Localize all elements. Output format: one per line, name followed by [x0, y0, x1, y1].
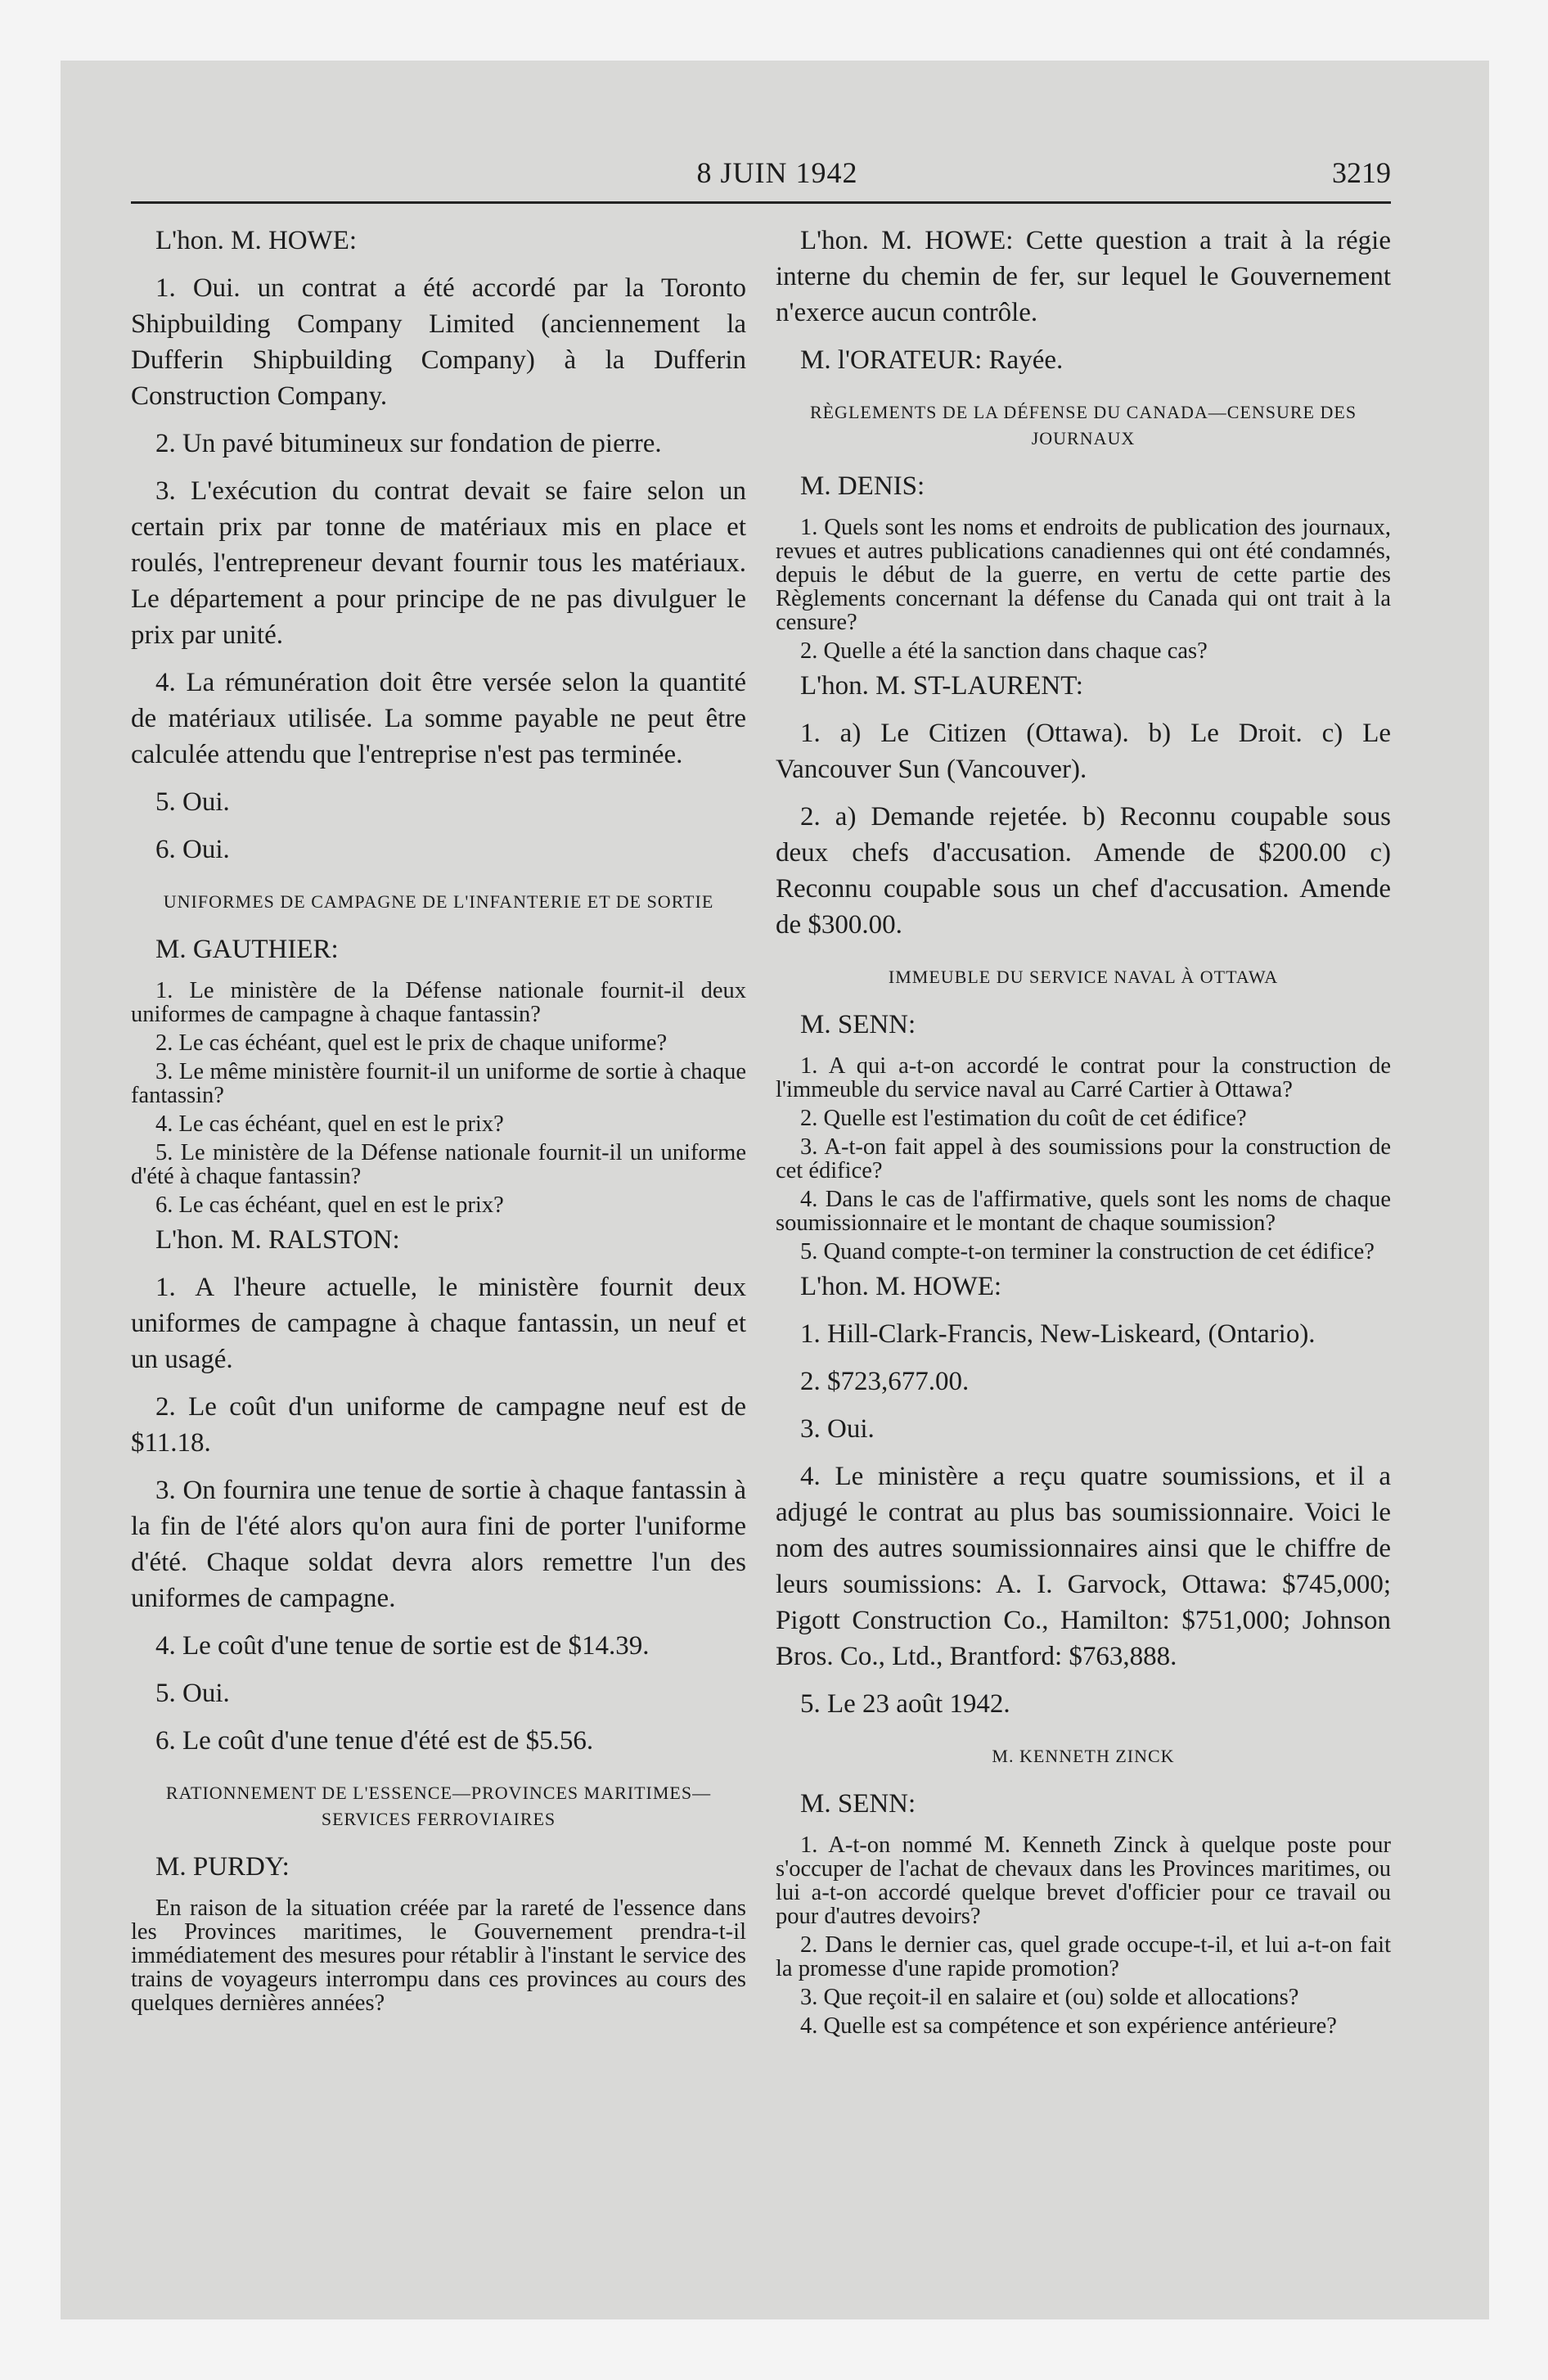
speaker-name: L'hon. M. RALSTON:: [155, 1225, 400, 1255]
section-heading: M. KENNETH ZINCK: [992, 1746, 1175, 1766]
answer-paragraph: 4. Le coût d'une tenue de sortie est de $14.39.: [155, 1631, 650, 1661]
answer-paragraph: 6. Oui.: [155, 835, 230, 864]
question-paragraph: 1. A qui a-t-on accordé le contrat pour la construction de l'immeuble du service naval au Carré Cartier à Ottawa?: [776, 1053, 1391, 1102]
speaker-name: M. PURDY:: [155, 1852, 290, 1882]
answer-paragraph: 5. Oui.: [155, 787, 230, 817]
answer-paragraph: 1. Hill-Clark-Francis, New-Liskeard, (Ontario).: [800, 1319, 1316, 1349]
section-heading: RATIONNEMENT DE L'ESSENCE—PROVINCES MARITIMES—SERVICES FERROVIAIRES: [165, 1783, 712, 1829]
answer-paragraph: M. l'ORATEUR: Rayée.: [800, 345, 1064, 375]
speaker-name: L'hon. M. HOWE:: [155, 226, 358, 255]
section-heading: UNIFORMES DE CAMPAGNE DE L'INFANTERIE ET DE SORTIE: [163, 891, 714, 912]
page-number: 3219: [1332, 156, 1391, 189]
answer-paragraph: 3. Oui.: [800, 1414, 875, 1444]
question-paragraph: 4. Dans le cas de l'affirmative, quels sont les noms de chaque soumissionnaire et le montant de chaque soumission?: [776, 1187, 1391, 1236]
question-paragraph: 4. Le cas échéant, quel en est le prix?: [155, 1111, 504, 1137]
speaker-name: M. SENN:: [800, 1010, 916, 1039]
header-rule: [131, 201, 1391, 204]
speaker-name: M. GAUTHIER:: [155, 935, 339, 964]
question-paragraph: 5. Le ministère de la Défense nationale fournit-il un uniforme d'été à chaque fantassin?: [131, 1140, 746, 1189]
header-date: 8 JUIN 1942: [696, 156, 858, 189]
question-paragraph: 1. Quels sont les noms et endroits de publication des journaux, revues et autres publications canadiennes qui ont été condamnés, depuis le début de la guerre, en vertu de cette partie des Règlements concernant la défense du Canada qui ont trait à la censure?: [776, 515, 1391, 635]
speaker-name: M. SENN:: [800, 1789, 916, 1819]
question-paragraph: 2. Le cas échéant, quel est le prix de chaque uniforme?: [155, 1030, 668, 1056]
answer-paragraph: 1. Oui. un contrat a été accordé par la Toronto Shipbuilding Company Limited (anciennement la Dufferin Shipbuilding Company) à la Dufferin Construction Company.: [131, 273, 746, 411]
right-column: [776, 223, 1391, 2043]
answer-paragraph: 6. Le coût d'une tenue d'été est de $5.56.: [155, 1726, 594, 1756]
section-heading: IMMEUBLE DU SERVICE NAVAL À OTTAWA: [888, 967, 1279, 987]
question-paragraph: 2. Quelle est l'estimation du coût de cet édifice?: [800, 1106, 1247, 1131]
answer-paragraph: 5. Le 23 août 1942.: [800, 1689, 1010, 1719]
speaker-name: L'hon. M. HOWE:: [800, 1272, 1002, 1301]
question-paragraph: 1. Le ministère de la Défense nationale fournit-il deux uniformes de campagne à chaque fantassin?: [131, 978, 746, 1027]
answer-paragraph: 4. Le ministère a reçu quatre soumissions, et il a adjugé le contrat au plus bas soumissionnaire. Voici le nom des autres soumissionnaires ainsi que le chiffre de leurs soumissions: A. I. Garvock, Ottawa: $745,000; Pigott Construction Co., Hamilton: $751,000; Johnson Bros. Co., Ltd., Brantford: $763,888.: [776, 1462, 1391, 1671]
question-paragraph: 3. Le même ministère fournit-il un uniforme de sortie à chaque fantassin?: [131, 1059, 746, 1108]
answer-paragraph: L'hon. M. HOWE: Cette question a trait à la régie interne du chemin de fer, sur lequel le Gouvernement n'exerce aucun contrôle.: [776, 226, 1391, 327]
question-paragraph: 6. Le cas échéant, quel en est le prix?: [155, 1192, 504, 1218]
answer-paragraph: 2. $723,677.00.: [800, 1367, 970, 1396]
answer-paragraph: 2. Un pavé bitumineux sur fondation de pierre.: [155, 429, 662, 458]
question-paragraph: 4. Quelle est sa compétence et son expérience antérieure?: [800, 2013, 1337, 2039]
speaker-name: M. DENIS:: [800, 471, 925, 501]
speaker-name: L'hon. M. ST-LAURENT:: [800, 671, 1083, 701]
answer-paragraph: 4. La rémunération doit être versée selon la quantité de matériaux utilisée. La somme payable ne peut être calculée attendu que l'entreprise n'est pas terminée.: [131, 668, 746, 769]
answer-paragraph: 2. a) Demande rejetée. b) Reconnu coupable sous deux chefs d'accusation. Amende de $200.00 c) Reconnu coupable sous un chef d'accusation. Amende de $300.00.: [776, 802, 1391, 940]
question-paragraph: 5. Quand compte-t-on terminer la construction de cet édifice?: [800, 1239, 1375, 1264]
question-paragraph: 2. Quelle a été la sanction dans chaque cas?: [800, 638, 1208, 664]
answer-paragraph: 1. A l'heure actuelle, le ministère fournit deux uniformes de campagne à chaque fantassin, un neuf et un usagé.: [131, 1273, 746, 1374]
answer-paragraph: 5. Oui.: [155, 1679, 230, 1708]
question-paragraph: 3. Que reçoit-il en salaire et (ou) solde et allocations?: [800, 1985, 1299, 2010]
answer-paragraph: 3. On fournira une tenue de sortie à chaque fantassin à la fin de l'été alors qu'on aura fini de porter l'uniforme d'été. Chaque soldat devra alors remettre l'un des uniformes de campagne.: [131, 1476, 746, 1613]
question-paragraph: 3. A-t-on fait appel à des soumissions pour la construction de cet édifice?: [776, 1134, 1391, 1183]
left-column: [131, 223, 746, 2020]
answer-paragraph: 2. Le coût d'un uniforme de campagne neuf est de $11.18.: [131, 1392, 746, 1458]
question-paragraph: En raison de la situation créée par la rareté de l'essence dans les Provinces maritimes, le Gouvernement prendra-t-il immédiatement des mesures pour rétablir à l'instant le service des trains de voyageurs interrompu dans ces provinces au cours des quelques dernières années?: [131, 1895, 746, 2016]
answer-paragraph: 1. a) Le Citizen (Ottawa). b) Le Droit. c) Le Vancouver Sun (Vancouver).: [776, 719, 1391, 784]
answer-paragraph: 3. L'exécution du contrat devait se faire selon un certain prix par tonne de matériaux mis en place et roulés, l'entrepreneur devant fournir tous les matériaux. Le département a pour principe de ne pas divulguer le prix par unité.: [131, 476, 746, 650]
question-paragraph: 1. A-t-on nommé M. Kenneth Zinck à quelque poste pour s'occuper de l'achat de chevaux dans les Provinces maritimes, ou lui a-t-on accordé quelque brevet d'officier pour ce travail ou pour d'autres devoirs?: [776, 1832, 1391, 1929]
section-heading: RÈGLEMENTS DE LA DÉFENSE DU CANADA—CENSURE DES JOURNAUX: [809, 402, 1357, 449]
question-paragraph: 2. Dans le dernier cas, quel grade occupe-t-il, et lui a-t-on fait la promesse d'une rapide promotion?: [776, 1932, 1391, 1981]
